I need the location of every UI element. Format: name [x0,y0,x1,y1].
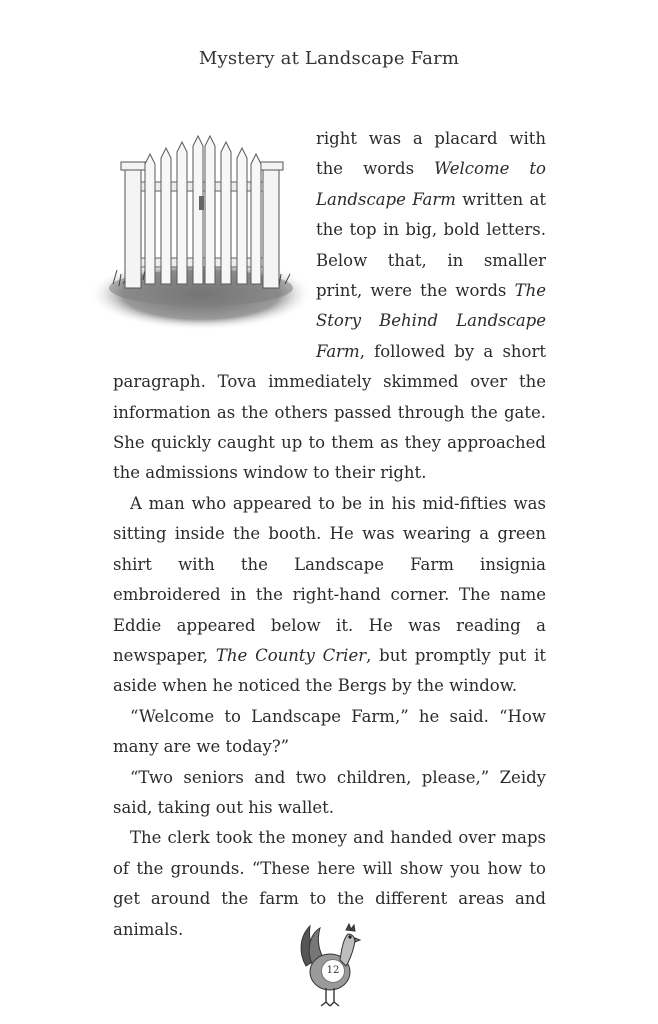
paragraph-3: “Welcome to Landscape Farm,” he said. “How many are we today?” [113,706,546,757]
paragraph-4: “Two seniors and two children, please,” Zeidy said, taking out his wallet. [113,767,546,817]
page-number: 12 [321,959,345,983]
paragraph-2: A man who appeared to be in his mid-fifties was sitting inside the booth. He was wearing a green shirt with the Landscape Farm insignia embroidered in the right-hand corner. The name Eddie appeared below it. He was reading a newspaper, The County Crier, but promptly put it aside when he noticed the Bergs by the window. [113,493,547,696]
paragraph-1: right was a placard with the words Welcome to Landscape Farm written at the top in big, bold letters. Below that, in smaller print, were the words The Story Behind Landscape Farm, followed by a short paragraph. Tova immediately skimmed over the information as the others passed through the gate. She quickly caught up to them as they approached the admissions window to their right. [113,129,546,483]
paragraph-5: The clerk took the money and handed over maps of the grounds. “These here will show you how to get around the farm to the different areas and animals. [113,828,546,939]
running-header: Mystery at Landscape Farm [198,48,460,69]
fence-gate-illustration [83,124,313,360]
body-text [113,124,546,945]
